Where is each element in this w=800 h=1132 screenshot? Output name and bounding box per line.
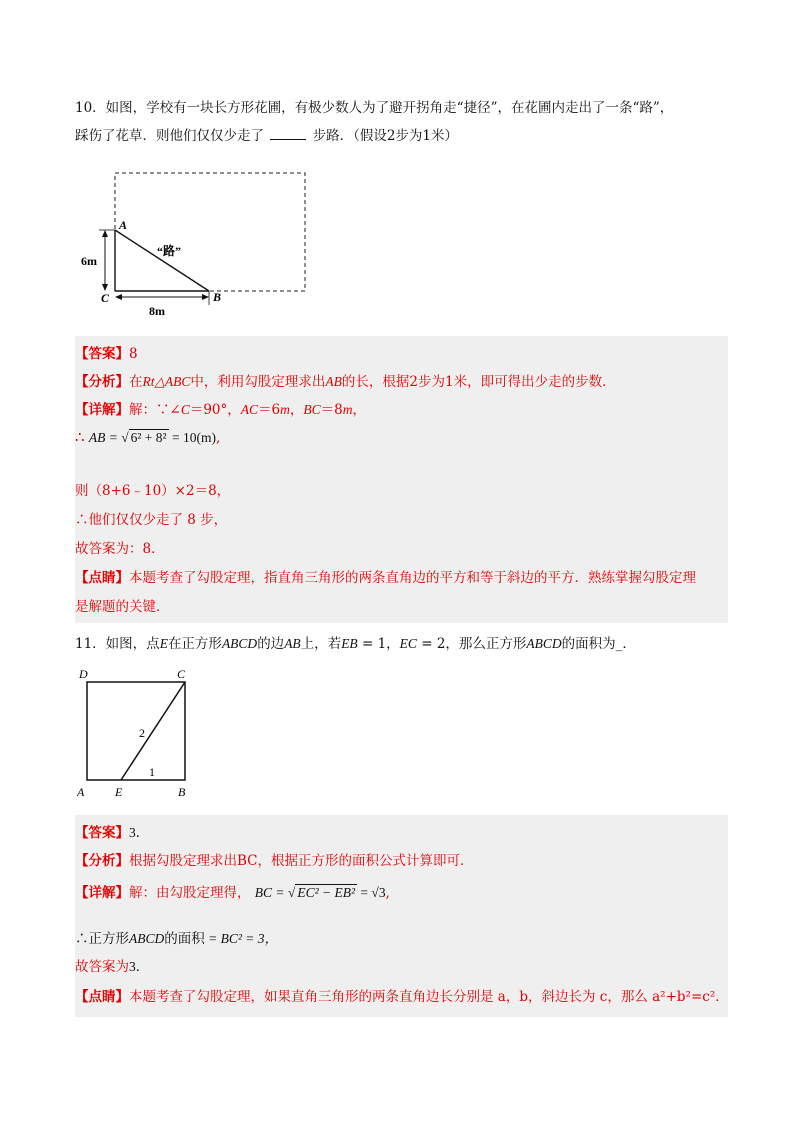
arrow-left-icon [115, 294, 122, 300]
label-6m: 6m [81, 254, 97, 268]
q10-text [75, 94, 725, 150]
sqrt-icon: √ [287, 885, 296, 900]
q10-analysis-line: 【分析】在Rt△ABC中，利用勾股定理求出AB的长，根据2步为1米，即可得出少走的步数． [75, 374, 616, 390]
segment-AB-road [115, 230, 209, 291]
flowerbed-dashed-rect [115, 173, 305, 291]
q10-answer-line: 【答案】8 [75, 346, 138, 362]
q10-figure [75, 165, 315, 325]
label-8m: 8m [149, 304, 165, 318]
q11-answer-line: 【答案】3． [75, 825, 150, 841]
arrow-up-icon [102, 230, 108, 237]
label-B: B [178, 785, 186, 799]
q10-line2-b: 步路．（假设2步为1米） [312, 128, 459, 144]
q10-calc-line: 则（8+6﹣10）×2＝8， [75, 483, 231, 499]
q10-answer-blank [270, 125, 306, 140]
label-2: 2 [139, 726, 145, 740]
label-D: D [79, 667, 88, 681]
q11-comment-line: 【点睛】本题考查了勾股定理，如果直角三角形的两条直角边长分别是 a，b，斜边长为 c，那么 a²+b²=c²． [75, 989, 729, 1005]
q10-comment-line2: 是解题的关键． [75, 599, 170, 615]
label-E: E [115, 785, 123, 799]
q11-detail-line: 【详解】解：由勾股定理得， BC = √ EC² − EB² = √3, [75, 885, 390, 901]
q11-text: 11．如图，点E在正方形ABCD的边AB上，若EB = 1，EC = 2，那么正方形ABCD的面积为_． [75, 636, 636, 652]
arrow-down-icon [102, 284, 108, 291]
q10-detail-line: 【详解】解：∵∠C＝90°，AC＝6m，BC＝8m， [75, 402, 366, 418]
label-C: C [101, 291, 110, 305]
arrow-right-icon [202, 294, 209, 300]
q10-final-line: 故答案为：8． [75, 541, 165, 557]
q11-figure [75, 662, 205, 804]
q10-conclusion-line: ∴他们仅仅少走了 8 步， [75, 512, 228, 528]
label-A: A [77, 785, 85, 799]
q10-line1: 10．如图，学校有一块长方形花圃，有极少数人为了避开拐角走“捷径”，在花圃内走出了一条“路”， [75, 100, 674, 116]
q11-final-line: 故答案为3． [75, 959, 150, 975]
label-road: “路” [157, 244, 182, 258]
q10-line2 [75, 122, 725, 150]
q10-answer-value: 8 [129, 346, 138, 362]
q11-answer-block [75, 815, 728, 1017]
label-C: C [177, 667, 186, 681]
q11-analysis-line: 【分析】根据勾股定理求出BC，根据正方形的面积公式计算即可． [75, 853, 474, 869]
label-A: A [119, 218, 128, 232]
q10-formula-line: ∴ AB = √ 6² + 8² = 10(m), [75, 428, 221, 446]
label-B: B [213, 290, 222, 304]
square-ABCD [87, 682, 185, 780]
q10-comment-line1: 【点睛】本题考查了勾股定理，指直角三角形的两条直角边的平方和等于斜边的平方．熟练掌握勾股定理 [75, 570, 696, 586]
q11-area-line: ∴正方形ABCD的面积 = BC² = 3， [75, 931, 279, 947]
q10-line2-a: 踩伤了花草．则他们仅仅少走了 [75, 128, 264, 144]
q11-answer-value: 3． [129, 825, 150, 840]
sqrt-icon: √ [121, 430, 129, 445]
label-1: 1 [149, 765, 155, 779]
q10-answer-block [75, 336, 728, 623]
